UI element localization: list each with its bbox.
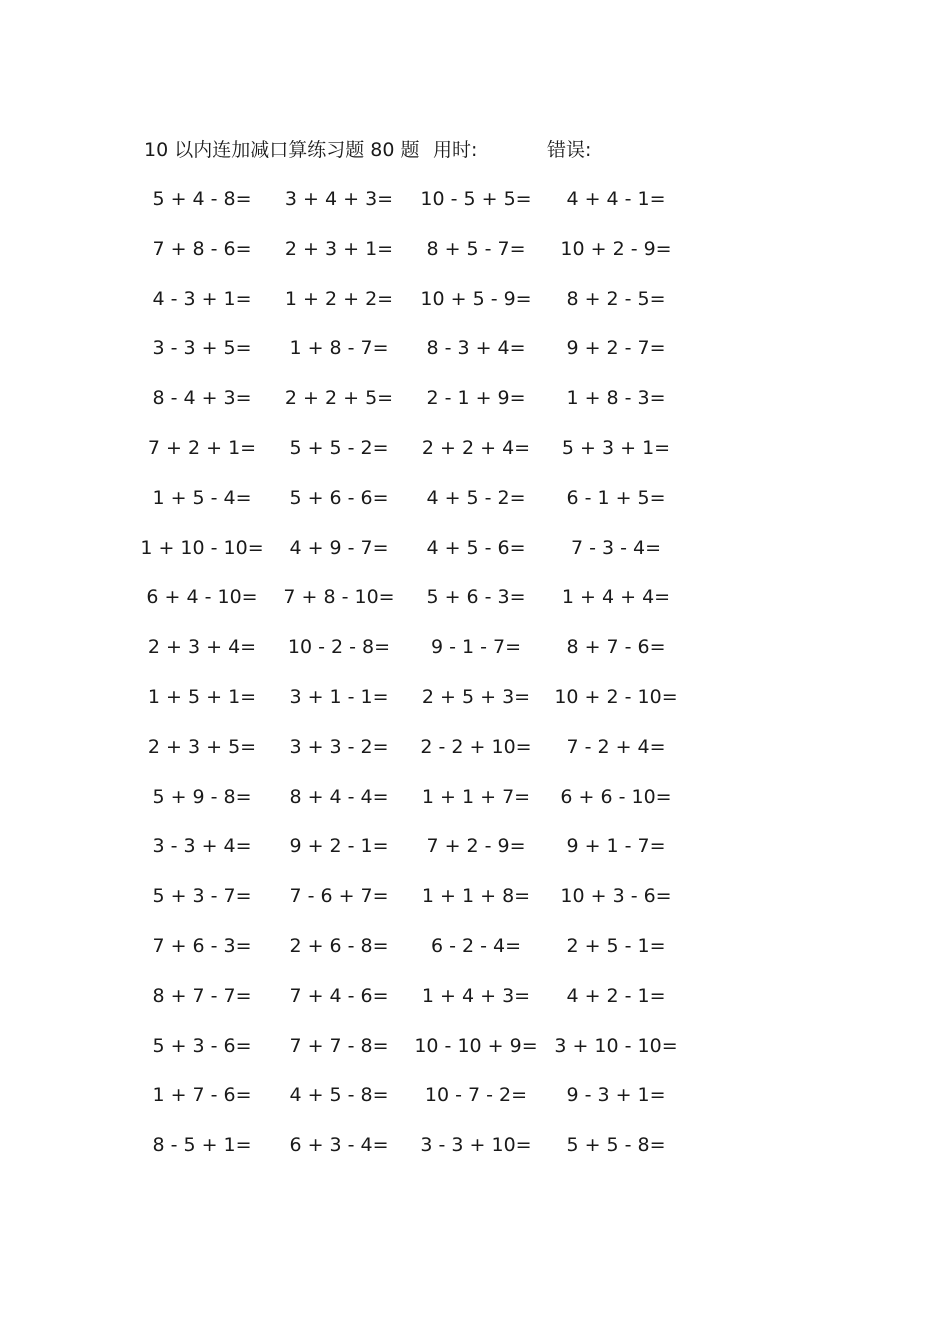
problem-item: 8 + 5 - 7= xyxy=(426,237,526,260)
error-count-label: 错误: xyxy=(547,139,592,161)
problem-item: 9 + 2 - 7= xyxy=(566,337,666,360)
problem-item: 9 + 2 - 1= xyxy=(289,835,389,858)
problem-item: 9 + 1 - 7= xyxy=(566,835,666,858)
problem-item: 3 - 3 + 10= xyxy=(420,1134,532,1157)
problem-item: 4 - 3 + 1= xyxy=(152,287,252,310)
problem-item: 2 + 3 + 4= xyxy=(147,636,257,659)
problem-item: 1 + 5 + 1= xyxy=(147,685,257,708)
problem-row xyxy=(134,383,694,433)
time-used-label: 用时: xyxy=(433,139,478,161)
problem-item: 2 + 3 + 5= xyxy=(147,735,257,758)
problem-item: 4 + 5 - 6= xyxy=(426,536,526,559)
problem-item: 2 + 3 + 1= xyxy=(284,237,394,260)
problem-item: 6 + 3 - 4= xyxy=(289,1134,389,1157)
problem-item: 1 + 10 - 10= xyxy=(140,536,264,559)
problem-row xyxy=(134,881,694,931)
problem-item: 5 + 6 - 3= xyxy=(426,586,526,609)
problem-item: 7 + 7 - 8= xyxy=(289,1034,389,1057)
problem-item: 8 + 4 - 4= xyxy=(289,785,389,808)
problem-item: 3 - 3 + 5= xyxy=(152,337,252,360)
problem-item: 6 + 4 - 10= xyxy=(146,586,258,609)
problem-item: 1 + 4 + 4= xyxy=(561,586,671,609)
problem-item: 1 + 1 + 8= xyxy=(421,885,531,908)
problem-grid xyxy=(134,184,694,1180)
problem-item: 2 + 2 + 5= xyxy=(284,387,394,410)
problem-item: 4 + 9 - 7= xyxy=(289,536,389,559)
problem-item: 2 + 5 + 3= xyxy=(421,685,531,708)
problem-item: 3 + 1 - 1= xyxy=(289,685,389,708)
problem-row xyxy=(134,1130,694,1180)
problem-item: 10 + 2 - 10= xyxy=(554,685,678,708)
problem-item: 7 + 8 - 10= xyxy=(283,586,395,609)
problem-item: 9 - 1 - 7= xyxy=(430,636,522,659)
problem-item: 3 - 3 + 4= xyxy=(152,835,252,858)
problem-row xyxy=(134,483,694,533)
problem-item: 5 + 3 - 6= xyxy=(152,1034,252,1057)
problem-row xyxy=(134,1080,694,1130)
problem-item: 4 + 5 - 2= xyxy=(426,486,526,509)
problem-item: 1 + 4 + 3= xyxy=(421,984,531,1007)
problem-item: 1 + 1 + 7= xyxy=(421,785,531,808)
problem-item: 5 + 6 - 6= xyxy=(289,486,389,509)
problem-item: 1 + 7 - 6= xyxy=(152,1084,252,1107)
problem-item: 4 + 5 - 8= xyxy=(289,1084,389,1107)
problem-item: 7 + 6 - 3= xyxy=(152,934,252,957)
problem-row xyxy=(134,732,694,782)
problem-row xyxy=(134,931,694,981)
problem-row xyxy=(134,782,694,832)
problem-item: 2 + 2 + 4= xyxy=(421,436,531,459)
problem-item: 10 + 3 - 6= xyxy=(560,885,672,908)
problem-item: 4 + 4 - 1= xyxy=(566,188,666,210)
problem-item: 7 - 3 - 4= xyxy=(570,536,662,559)
problem-row xyxy=(134,981,694,1031)
problem-item: 10 - 10 + 9= xyxy=(414,1034,538,1057)
problem-item: 6 + 6 - 10= xyxy=(560,785,672,808)
problem-item: 7 + 4 - 6= xyxy=(289,984,389,1007)
problem-item: 8 - 5 + 1= xyxy=(152,1134,252,1157)
problem-row xyxy=(134,1031,694,1081)
problem-row xyxy=(134,184,694,234)
problem-item: 10 - 2 - 8= xyxy=(287,636,391,659)
problem-item: 5 + 3 + 1= xyxy=(561,436,671,459)
problem-item: 6 - 2 - 4= xyxy=(430,934,522,957)
problem-item: 8 - 4 + 3= xyxy=(152,387,252,410)
problem-item: 10 - 7 - 2= xyxy=(424,1084,528,1107)
problem-row xyxy=(134,632,694,682)
problem-item: 1 + 5 - 4= xyxy=(152,486,252,509)
problem-item: 10 + 2 - 9= xyxy=(560,237,672,260)
problem-item: 1 + 8 - 3= xyxy=(566,387,666,410)
problem-item: 1 + 2 + 2= xyxy=(284,287,394,310)
problem-item: 5 + 9 - 8= xyxy=(152,785,252,808)
worksheet-title: 10 以内连加减口算练习题 80 题 xyxy=(144,139,420,161)
problem-item: 2 + 5 - 1= xyxy=(566,934,666,957)
problem-item: 8 + 7 - 7= xyxy=(152,984,252,1007)
problem-item: 10 - 5 + 5= xyxy=(420,188,532,210)
problem-row xyxy=(134,234,694,284)
problem-item: 5 + 4 - 8= xyxy=(152,188,252,210)
problem-item: 2 - 2 + 10= xyxy=(420,735,532,758)
problem-row xyxy=(134,682,694,732)
problem-item: 6 - 1 + 5= xyxy=(566,486,666,509)
problem-item: 7 - 2 + 4= xyxy=(566,735,666,758)
problem-row xyxy=(134,533,694,583)
problem-item: 5 + 5 - 2= xyxy=(289,436,389,459)
problem-item: 2 + 6 - 8= xyxy=(289,934,389,957)
problem-row xyxy=(134,284,694,334)
worksheet-header xyxy=(144,137,764,163)
problem-item: 8 + 7 - 6= xyxy=(566,636,666,659)
problem-row xyxy=(134,582,694,632)
problem-item: 2 - 1 + 9= xyxy=(426,387,526,410)
problem-row xyxy=(134,433,694,483)
problem-item: 1 + 8 - 7= xyxy=(289,337,389,360)
problem-item: 5 + 5 - 8= xyxy=(566,1134,666,1157)
problem-item: 7 + 8 - 6= xyxy=(152,237,252,260)
problem-item: 3 + 4 + 3= xyxy=(284,188,394,210)
problem-item: 7 - 6 + 7= xyxy=(289,885,389,908)
problem-item: 7 + 2 + 1= xyxy=(147,436,257,459)
problem-row xyxy=(134,333,694,383)
problem-item: 7 + 2 - 9= xyxy=(426,835,526,858)
problem-item: 3 + 3 - 2= xyxy=(289,735,389,758)
problem-row xyxy=(134,831,694,881)
problem-item: 8 - 3 + 4= xyxy=(426,337,526,360)
problem-item: 9 - 3 + 1= xyxy=(566,1084,666,1107)
problem-item: 10 + 5 - 9= xyxy=(420,287,532,310)
problem-item: 8 + 2 - 5= xyxy=(566,287,666,310)
problem-item: 3 + 10 - 10= xyxy=(554,1034,678,1057)
problem-item: 4 + 2 - 1= xyxy=(566,984,666,1007)
problem-item: 5 + 3 - 7= xyxy=(152,885,252,908)
